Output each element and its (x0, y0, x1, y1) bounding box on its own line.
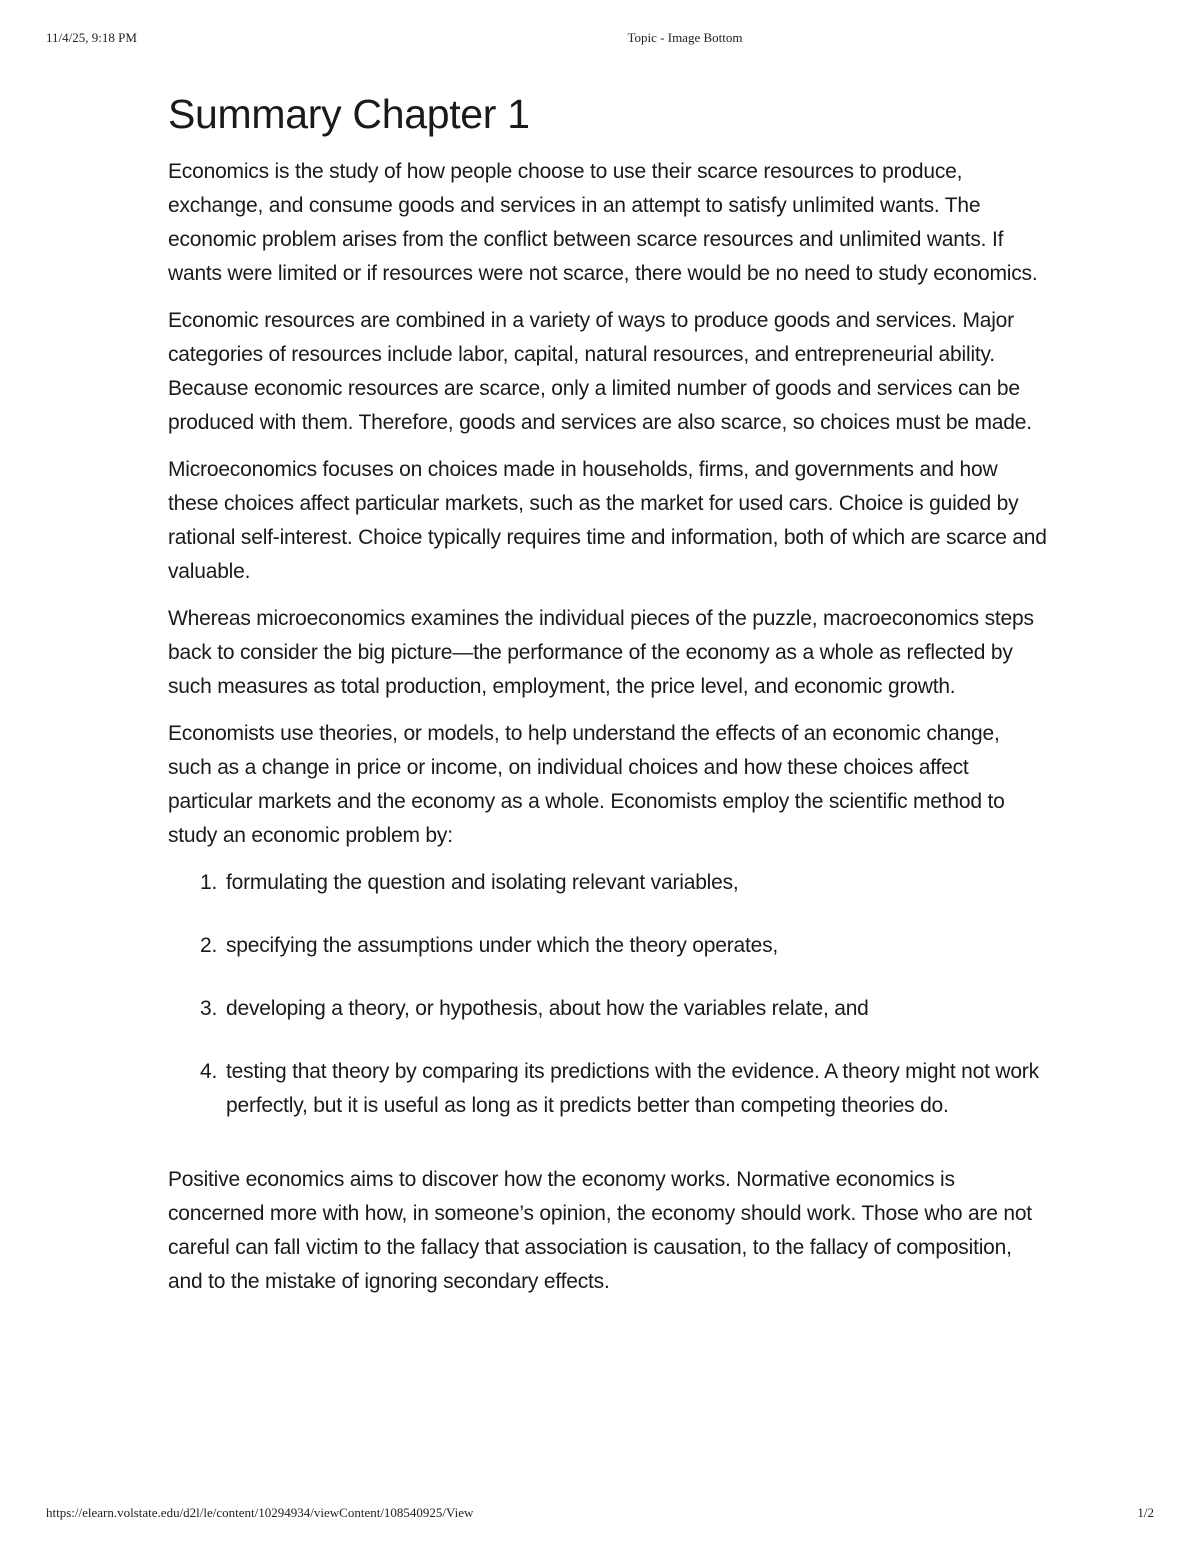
print-page-number: 1/2 (1137, 1505, 1154, 1520)
print-header (0, 30, 1200, 50)
paragraph-positive-normative: Positive economics aims to discover how the economy works. Normative economics is concerned more with how, in someone’s opinion, the economy should work. Those who are not careful can fall victim to the fallacy that association is causation, to the fallacy of composition, and to the mistake of ignoring secondary effects. (168, 1168, 1032, 1293)
list-item-text: developing a theory, or hypothesis, about how the variables relate, and (226, 997, 869, 1020)
paragraph-economic-resources: Economic resources are combined in a variety of ways to produce goods and services. Major categories of resources include labor, capital, natural resources, and entrepreneurial ability. Because economic resources are scarce, only a limited number of goods and services can be produced with them. Therefore, goods and services are also scarce, so choices must be made. (168, 309, 1032, 434)
paragraph-macroeconomics: Whereas microeconomics examines the individual pieces of the puzzle, macroeconomics steps back to consider the big picture—the performance of the economy as a whole as reflected by such measures as total production, employment, the price level, and economic growth. (168, 607, 1034, 698)
print-datetime: 11/4/25, 9:18 PM (46, 30, 137, 45)
list-item (168, 1055, 1048, 1123)
document-content (168, 86, 1048, 1312)
print-url: https://elearn.volstate.edu/d2l/le/content/10294934/viewContent/108540925/View (46, 1505, 474, 1520)
paragraph-microeconomics: Microeconomics focuses on choices made in households, firms, and governments and how these choices affect particular markets, such as the market for used cars. Choice is guided by rational self-interest. Choice typically requires time and information, both of which are scarce and valuable. (168, 458, 1047, 583)
scientific-method-steps (168, 866, 1048, 1123)
paragraph-scientific-method: Economists use theories, or models, to help understand the effects of an economic change, such as a change in price or income, on individual choices and how these choices affect particular markets and the economy as a whole. Economists employ the scientific method to study an economic problem by: (168, 722, 1005, 847)
list-item (168, 992, 1048, 1026)
list-item-text: specifying the assumptions under which the theory operates, (226, 934, 779, 957)
list-item-text: formulating the question and isolating relevant variables, (226, 871, 739, 894)
print-footer (0, 1505, 1200, 1525)
list-item (168, 929, 1048, 963)
list-item-number: 4. (200, 1060, 218, 1083)
print-page-title: Topic - Image Bottom (627, 30, 743, 45)
list-item (168, 866, 1048, 900)
paragraph-economics-definition: Economics is the study of how people choose to use their scarce resources to produce, exchange, and consume goods and services in an attempt to satisfy unlimited wants. The economic problem arises from the conflict between scarce resources and unlimited wants. If wants were limited or if resources were not scarce, there would be no need to study economics. (168, 160, 1038, 285)
list-item-number: 1. (200, 871, 218, 894)
page-title: Summary Chapter 1 (168, 91, 530, 137)
list-item-text: testing that theory by comparing its predictions with the evidence. A theory might not work perfectly, but it is useful as long as it predicts better than competing theories do. (226, 1060, 1039, 1117)
list-item-number: 2. (200, 934, 218, 957)
list-item-number: 3. (200, 997, 218, 1020)
